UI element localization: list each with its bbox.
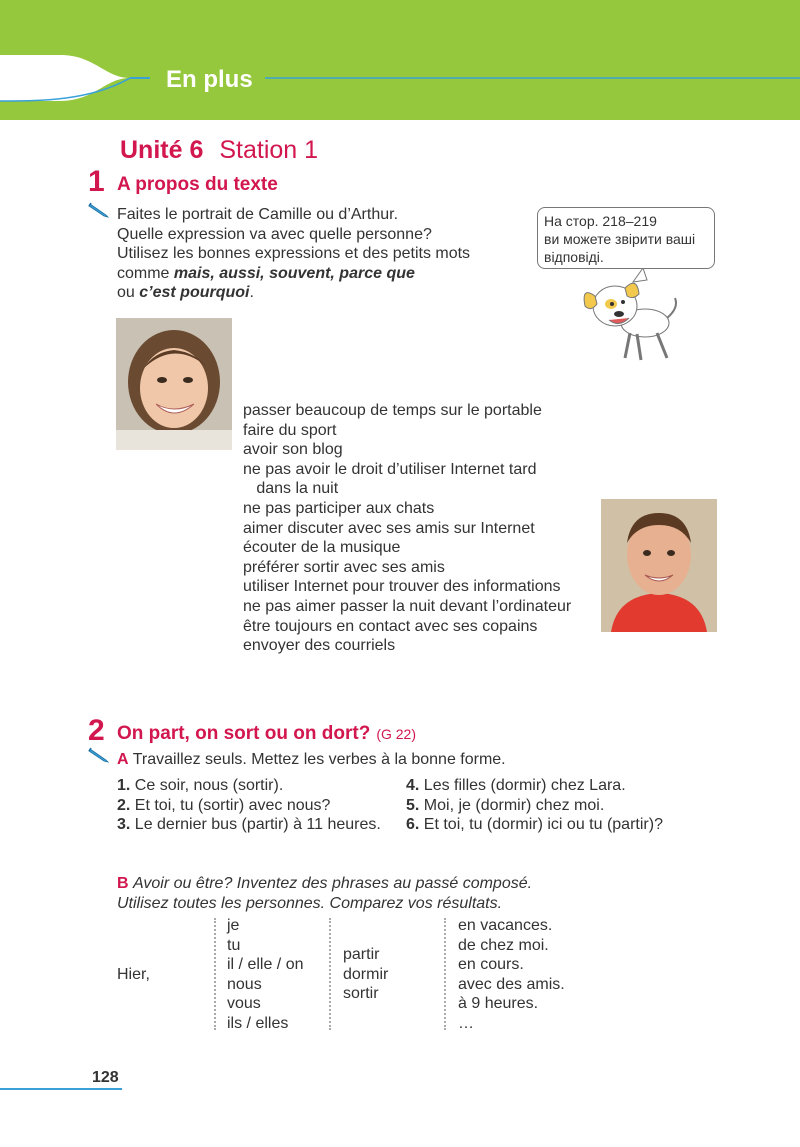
page-number-underline [0,1088,122,1090]
header-bar [0,0,800,120]
item-number: 5. [406,796,420,814]
instruction-line: Quelle expression va avec quelle personne? [117,225,432,243]
header-tab-shape [0,0,800,120]
item-number: 6. [406,816,420,833]
instruction-line [117,894,532,914]
list-item: avec des amis. [458,975,565,993]
pencil-icon [88,747,110,763]
instruction-line: Faites le portrait de Camille ou d’Arthur. [117,206,399,223]
exercise-2-title [117,723,416,745]
exercise-1-title: A propos du texte [117,174,278,195]
item-text: Et toi, tu (sortir) avec nous? [130,796,331,814]
list-item: préférer sortir avec ses amis [243,558,445,576]
list-item [117,796,381,816]
column-divider [214,918,216,1030]
item-number: 4. [406,777,420,794]
list-item: envoyer des courriels [243,637,396,655]
list-item [117,776,381,796]
bubble-line: На стор. 218–219 [544,213,657,229]
photo-arthur [601,499,717,632]
complement-column [458,916,565,1033]
list-item: nous [227,975,262,993]
phrase-list [243,401,571,656]
item-text: Le dernier bus (partir) à 11 heures. [130,816,381,833]
emphasis-words: c’est pourquoi [139,284,250,301]
list-item: je [227,917,240,934]
grammar-ref: (G 22) [376,726,416,742]
list-item: dormir [343,965,389,983]
exercise-2-title-text: On part, on sort ou on dort? [117,723,371,744]
instruction-text: Avoir ou être? Inventez des phrases au passé composé. [133,875,533,892]
instruction-line [117,283,527,303]
pronoun-column [227,916,303,1033]
item-text: Ce soir, nous (sortir). [130,777,284,794]
unit-label: Unité 6 [120,136,204,164]
page-title [120,136,318,165]
dog-illustration [575,268,685,368]
verb-column [343,945,388,1004]
list-item: avoir son blog [243,441,343,459]
list-item: de chez moi. [458,936,549,954]
list-item: il / elle / on [227,956,304,973]
list-item: sortir [343,985,379,1002]
list-item: ils / elles [227,1014,289,1032]
list-item: être toujours en contact avec ses copains [243,617,538,635]
part-b-instruction [117,874,532,913]
list-item [117,815,381,835]
column-divider [444,918,446,1030]
item-text: Et toi, tu (dormir) ici ou tu (partir)? [419,816,663,833]
list-item: tu [227,936,241,954]
list-item: ne pas participer aux chats [243,499,435,517]
bubble-line: ви можете звірити ваші [544,231,696,247]
part-a-instruction [117,750,506,770]
list-item: vous [227,995,261,1012]
exercise-1-number: 1 [88,165,105,198]
column-divider [329,918,331,1030]
instruction-text: ou [117,284,140,301]
list-item: passer beaucoup de temps sur le portable [243,402,542,419]
list-item: à 9 heures. [458,995,539,1012]
list-item [406,776,663,796]
list-item: … [458,1014,474,1032]
list-item: aimer discuter avec ses amis sur Internet [243,519,535,537]
instruction-text: . [249,284,254,301]
list-item [406,796,663,816]
instruction-line: Utilisez les bonnes expressions et des petits mots [117,245,471,262]
list-item: dans la nuit [243,480,339,498]
part-a-left-list [117,776,381,835]
part-a-letter: A [117,751,129,768]
speech-bubble [537,207,715,269]
part-b-letter: B [117,875,129,892]
instruction-line [117,874,532,894]
list-item: ne pas avoir le droit d’utiliser Internet tard [243,460,537,478]
bubble-line: відповіді. [544,249,604,265]
exercise-1-instructions [117,205,527,303]
list-item: en vacances. [458,917,553,934]
sentence-start: Hier, [117,966,150,983]
page-number: 128 [92,1069,119,1086]
instruction-line [117,264,527,284]
list-item: faire du sport [243,421,337,439]
part-a-text: Travaillez seuls. Mettez les verbes à la bonne forme. [132,751,506,768]
item-number: 3. [117,816,131,833]
item-text: Moi, je (dormir) chez moi. [419,796,605,814]
item-text: Les filles (dormir) chez Lara. [419,777,626,794]
list-item: en cours. [458,956,524,973]
header-title: En plus [166,66,253,93]
item-number: 2. [117,796,131,814]
list-item: ne pas aimer passer la nuit devant l’ordinateur [243,597,572,615]
pencil-icon [88,202,110,218]
emphasis-words: mais, aussi, souvent, parce que [173,264,415,282]
item-number: 1. [117,777,131,794]
instruction-text: comme [117,264,174,282]
list-item: utiliser Internet pour trouver des informations [243,578,561,596]
photo-camille [116,318,232,450]
station-label: Station 1 [219,136,319,164]
instruction-text: Utilisez toutes les personnes. Comparez vos résultats. [117,894,503,912]
part-a-right-list [406,776,663,835]
list-item: partir [343,946,380,963]
list-item [406,815,663,835]
exercise-2-number: 2 [88,714,105,747]
list-item: écouter de la musique [243,539,401,557]
